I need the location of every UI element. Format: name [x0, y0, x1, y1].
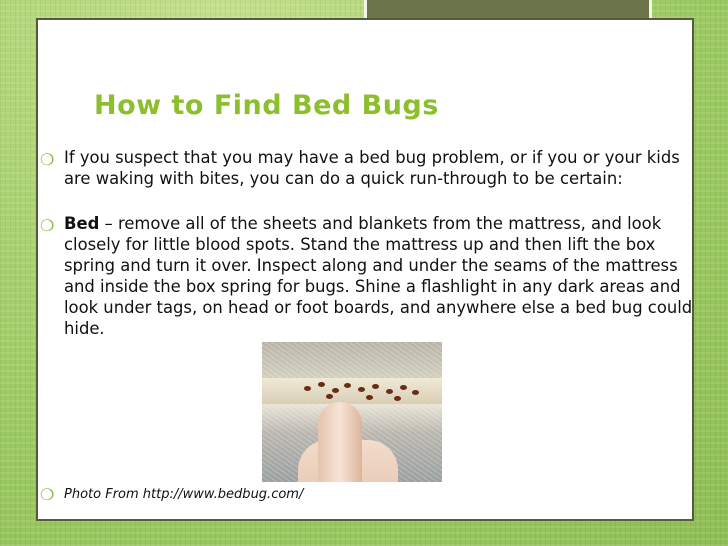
- bullet-bed-text: – remove all of the sheets and blankets from the mattress, and look closely for little blood spots. Stand the mattress up and then lift the box spring and turn it over. Inspect along and under the seams of the mattress and inside the box spring for bugs. Shine a flashlight in any dark areas and look under tags, on head or foot boards, and anywhere else a bed bug could hide.: [64, 214, 693, 338]
- slide-title: How to Find Bed Bugs: [94, 90, 439, 121]
- bug-mark: [400, 385, 407, 390]
- bullet-marker-icon: ❍: [40, 485, 55, 504]
- bug-mark: [372, 384, 379, 389]
- bullet-photo-credit: [40, 484, 700, 505]
- bug-mark: [318, 382, 325, 387]
- bedbug-photo: [262, 342, 442, 482]
- bullet-intro: [40, 147, 700, 189]
- bullet-bed: [40, 213, 700, 339]
- bug-mark: [366, 395, 373, 400]
- bullet-intro-text: If you suspect that you may have a bed bug problem, or if you or your kids are waking with bites, you can do a quick run-through to be certain:: [64, 148, 680, 188]
- bug-mark: [344, 383, 351, 388]
- bug-mark: [304, 386, 311, 391]
- photo-credit-text: Photo From http://www.bedbug.com/: [64, 487, 304, 502]
- bug-mark: [412, 390, 419, 395]
- bug-mark: [326, 394, 333, 399]
- gloved-finger: [318, 402, 362, 482]
- bullet-marker-icon: ❍: [40, 150, 55, 169]
- bullet-marker-icon: ❍: [40, 216, 55, 235]
- bug-mark: [386, 389, 393, 394]
- bug-mark: [358, 387, 365, 392]
- slide-frame: [36, 18, 694, 521]
- bug-mark: [394, 396, 401, 401]
- bullet-bed-label: Bed: [64, 214, 100, 233]
- bug-mark: [332, 388, 339, 393]
